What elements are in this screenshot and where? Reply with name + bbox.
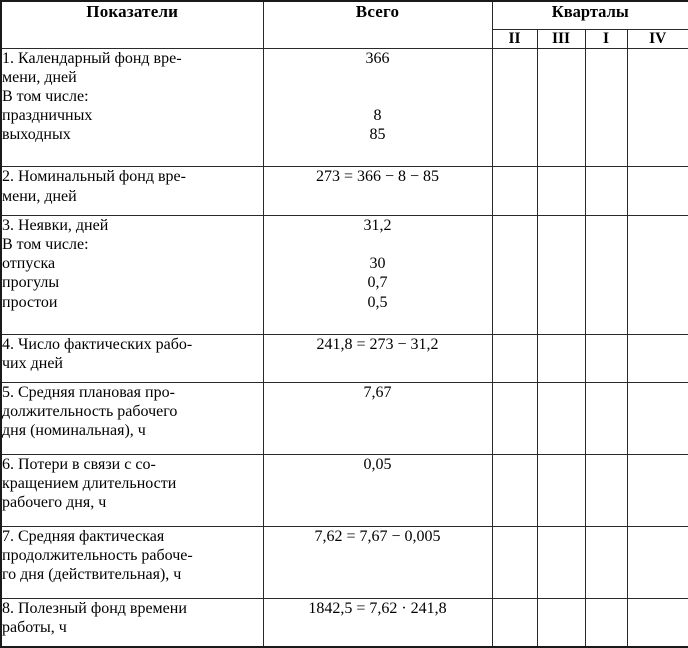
indicator-line: 8. Полезный фонд времени (2, 599, 187, 617)
table-row (1, 215, 688, 334)
indicator-line: должительность рабочего (2, 403, 178, 421)
indicator-line: 1. Календарный фонд вре- (2, 49, 182, 67)
cell-indicator (1, 526, 263, 598)
total-line: 0,05 (363, 455, 392, 473)
cell-quarter-1[interactable] (492, 382, 537, 454)
cell-total (263, 382, 492, 454)
total-line: 31,2 (363, 216, 392, 234)
cell-total (263, 526, 492, 598)
cell-quarter-2[interactable] (537, 382, 585, 454)
indicator-line: 7. Средняя фактическая (2, 527, 165, 545)
indicator-line: 3. Неявки, дней (2, 216, 109, 234)
cell-quarter-4[interactable] (627, 48, 688, 167)
cell-quarter-4[interactable] (627, 334, 688, 382)
cell-total (263, 598, 492, 647)
table-row (1, 334, 688, 382)
cell-quarter-2[interactable] (537, 454, 585, 526)
column-header-indicators: Показатели (1, 1, 263, 48)
cell-indicator (1, 167, 263, 215)
total-line: 0,5 (367, 293, 388, 311)
cell-quarter-3[interactable] (585, 598, 627, 647)
indicator-line: В том числе: (2, 87, 89, 105)
column-header-quarter-2: III (537, 29, 585, 48)
cell-quarter-1[interactable] (492, 215, 537, 334)
cell-quarter-3[interactable] (585, 382, 627, 454)
cell-indicator (1, 382, 263, 454)
indicator-line: работы, ч (2, 618, 67, 636)
table-body (1, 48, 688, 647)
table-row (1, 167, 688, 215)
cell-total (263, 215, 492, 334)
indicator-line: 6. Потери в связи с со- (2, 455, 156, 473)
cell-quarter-3[interactable] (585, 167, 627, 215)
table-row (1, 598, 688, 647)
indicator-line: 4. Число фактических рабо- (2, 335, 193, 353)
table-row (1, 382, 688, 454)
cell-indicator (1, 334, 263, 382)
cell-indicator (1, 215, 263, 334)
indicator-line: мени, дней (2, 187, 77, 205)
cell-quarter-2[interactable] (537, 598, 585, 647)
column-header-quarter-1: II (492, 29, 537, 48)
cell-total (263, 167, 492, 215)
indicator-line: рабочего дня, ч (2, 494, 107, 512)
cell-quarter-1[interactable] (492, 598, 537, 647)
cell-quarter-3[interactable] (585, 334, 627, 382)
cell-quarter-4[interactable] (627, 215, 688, 334)
total-line: 8 (373, 107, 382, 125)
column-header-quarter-4: IV (627, 29, 688, 48)
indicator-line: го дня (действительная), ч (2, 566, 182, 584)
cell-quarter-1[interactable] (492, 167, 537, 215)
indicator-line: продолжительность рабоче- (2, 546, 193, 564)
cell-total (263, 334, 492, 382)
header-row-top (1, 1, 688, 29)
total-line: 30 (369, 255, 386, 273)
cell-quarter-2[interactable] (537, 526, 585, 598)
cell-quarter-3[interactable] (585, 454, 627, 526)
column-header-quarter-3: I (585, 29, 627, 48)
indicator-line: 2. Номинальный фонд вре- (2, 168, 186, 186)
cell-quarter-4[interactable] (627, 167, 688, 215)
indicator-line: прогулы (2, 274, 60, 292)
cell-quarter-3[interactable] (585, 526, 627, 598)
cell-quarter-2[interactable] (537, 215, 585, 334)
cell-indicator (1, 598, 263, 647)
cell-quarter-1[interactable] (492, 454, 537, 526)
cell-total (263, 454, 492, 526)
indicator-line: кращением длительности (2, 475, 177, 493)
cell-quarter-3[interactable] (585, 48, 627, 167)
cell-total (263, 48, 492, 167)
cell-quarter-1[interactable] (492, 334, 537, 382)
total-line: 1842,5 = 7,62 · 241,8 (308, 599, 447, 617)
cell-quarter-4[interactable] (627, 454, 688, 526)
total-line: 273 = 366 − 8 − 85 (315, 168, 440, 186)
cell-quarter-4[interactable] (627, 526, 688, 598)
total-line: 241,8 = 273 − 31,2 (316, 335, 439, 353)
table-row (1, 454, 688, 526)
total-line: 85 (369, 126, 386, 144)
total-line: 7,67 (363, 383, 392, 401)
cell-quarter-2[interactable] (537, 48, 585, 167)
cell-quarter-4[interactable] (627, 382, 688, 454)
indicator-line: В том числе: (2, 235, 89, 253)
indicator-line: чих дней (2, 354, 63, 372)
indicator-line: 5. Средняя плановая про- (2, 383, 175, 401)
table-row (1, 526, 688, 598)
total-line: 7,62 = 7,67 − 0,005 (314, 527, 441, 545)
table-header (1, 1, 688, 48)
cell-quarter-2[interactable] (537, 334, 585, 382)
column-header-quarters-group: Кварталы (492, 1, 688, 29)
indicator-line: праздничных (2, 107, 93, 125)
cell-quarter-1[interactable] (492, 48, 537, 167)
column-header-total: Всего (263, 1, 492, 48)
cell-quarter-2[interactable] (537, 167, 585, 215)
cell-quarter-4[interactable] (627, 598, 688, 647)
total-line: 366 (365, 49, 390, 67)
table-row (1, 48, 688, 167)
indicator-line: простои (2, 293, 58, 311)
cell-indicator (1, 454, 263, 526)
indicator-line: отпуска (2, 255, 56, 273)
indicator-line: мени, дней (2, 68, 77, 86)
indicator-line: дня (номинальная), ч (2, 422, 146, 440)
cell-indicator (1, 48, 263, 167)
cell-quarter-3[interactable] (585, 215, 627, 334)
total-line: 0,7 (367, 274, 388, 292)
cell-quarter-1[interactable] (492, 526, 537, 598)
indicator-line: выходных (2, 126, 71, 144)
